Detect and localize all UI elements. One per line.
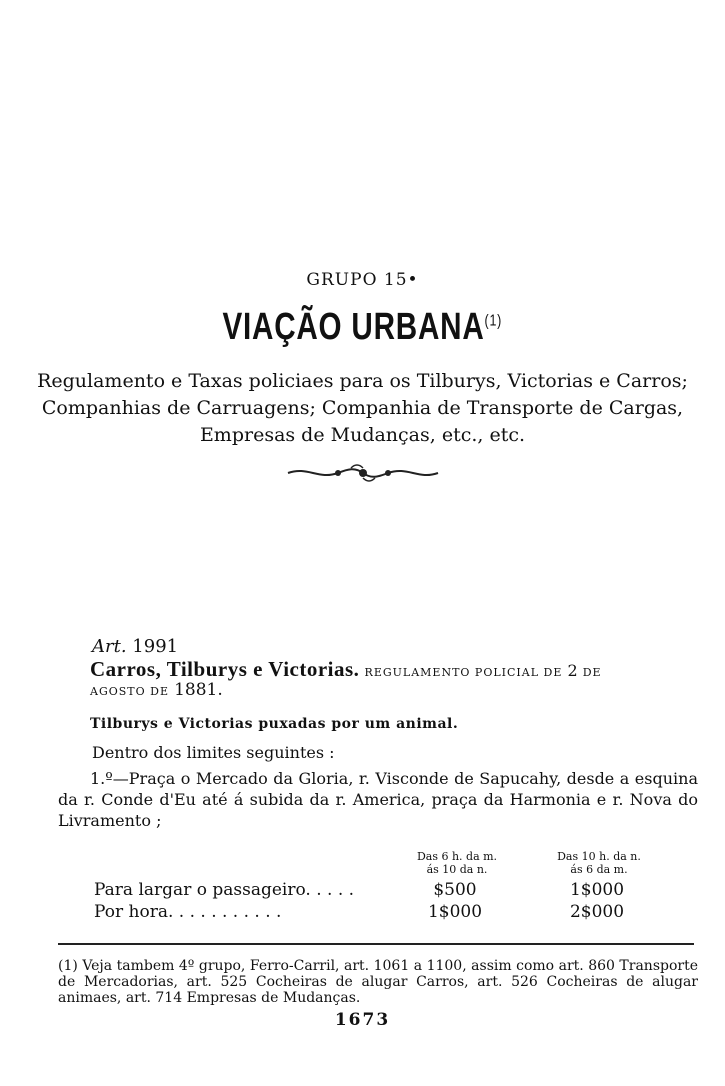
regulation-de: DE <box>582 666 602 679</box>
column-header-night <box>540 850 658 876</box>
regulation-prefix: REGULAMENTO POLICIAL DE <box>364 666 563 679</box>
fare-row-value: 1$000 <box>569 880 625 900</box>
ornament-divider <box>0 462 725 488</box>
footnote-ref: (1) <box>484 312 503 330</box>
article-number <box>92 636 178 657</box>
footnote-divider <box>58 943 694 945</box>
column-header-night-line2: ás 6 da m. <box>570 863 628 876</box>
fare-row-value: 2$000 <box>569 902 625 922</box>
subtitle-line-2: Companhias de Carruagens; Companhia de Transporte de Cargas, <box>41 397 684 419</box>
footnote: (1) Veja tambem 4º grupo, Ferro-Carril, art. 1061 a 1100, assim como art. 860 Transporte de Mercadorias, art. 525 Cocheiras de alugar Carros, art. 526 Cocheiras de alugar animaes, art. 714 Empresas de Mudanças. <box>58 958 698 1006</box>
column-header-day-line2: ás 10 da n. <box>426 863 488 876</box>
group-label: GRUPO 15• <box>306 270 419 290</box>
article-heading-text: Carros, Tilburys e Victorias. <box>90 657 360 681</box>
regulation-date <box>90 680 223 700</box>
column-header-day-line1: Das 6 h. da m. <box>416 850 498 863</box>
column-header-day <box>398 850 516 876</box>
page-number: 1673 <box>334 1010 391 1030</box>
regulation-month: AGOSTO DE <box>90 685 169 698</box>
article-label: Art. <box>92 636 127 657</box>
subtitle-line-1: Regulamento e Taxas policiaes para os Tilburys, Victorias e Carros; <box>37 370 688 392</box>
title-text: VIAÇÃO URBANA <box>222 306 485 348</box>
article-heading <box>90 657 690 682</box>
intro-text: Dentro dos limites seguintes : <box>92 743 335 762</box>
fare-row-value: $500 <box>433 880 477 900</box>
fare-row-label: Por hora. . . . . . . . . . . <box>94 902 282 922</box>
section-subheading: Tilburys e Victorias puxadas por um animal. <box>90 716 459 732</box>
column-header-night-line1: Das 10 h. da n. <box>557 850 641 863</box>
fare-row-label: Para largar o passageiro. . . . . <box>94 880 355 900</box>
fare-row-value: 1$000 <box>427 902 483 922</box>
subtitle-line-3: Empresas de Mudanças, etc., etc. <box>199 424 526 446</box>
ornament-icon <box>283 462 443 484</box>
page-title <box>223 306 503 349</box>
title-block <box>0 306 725 349</box>
paragraph-1: 1.º—Praça o Mercado da Gloria, r. Visconde de Sapucahy, desde a esquina da r. Conde d'Eu até á subida da r. America, praça da Harmonia e r. Nova do Livramento ; <box>58 769 698 830</box>
regulation-day: 2 <box>567 661 578 680</box>
article-number-value: 1991 <box>132 636 179 657</box>
regulation-year: 1881. <box>174 680 223 700</box>
